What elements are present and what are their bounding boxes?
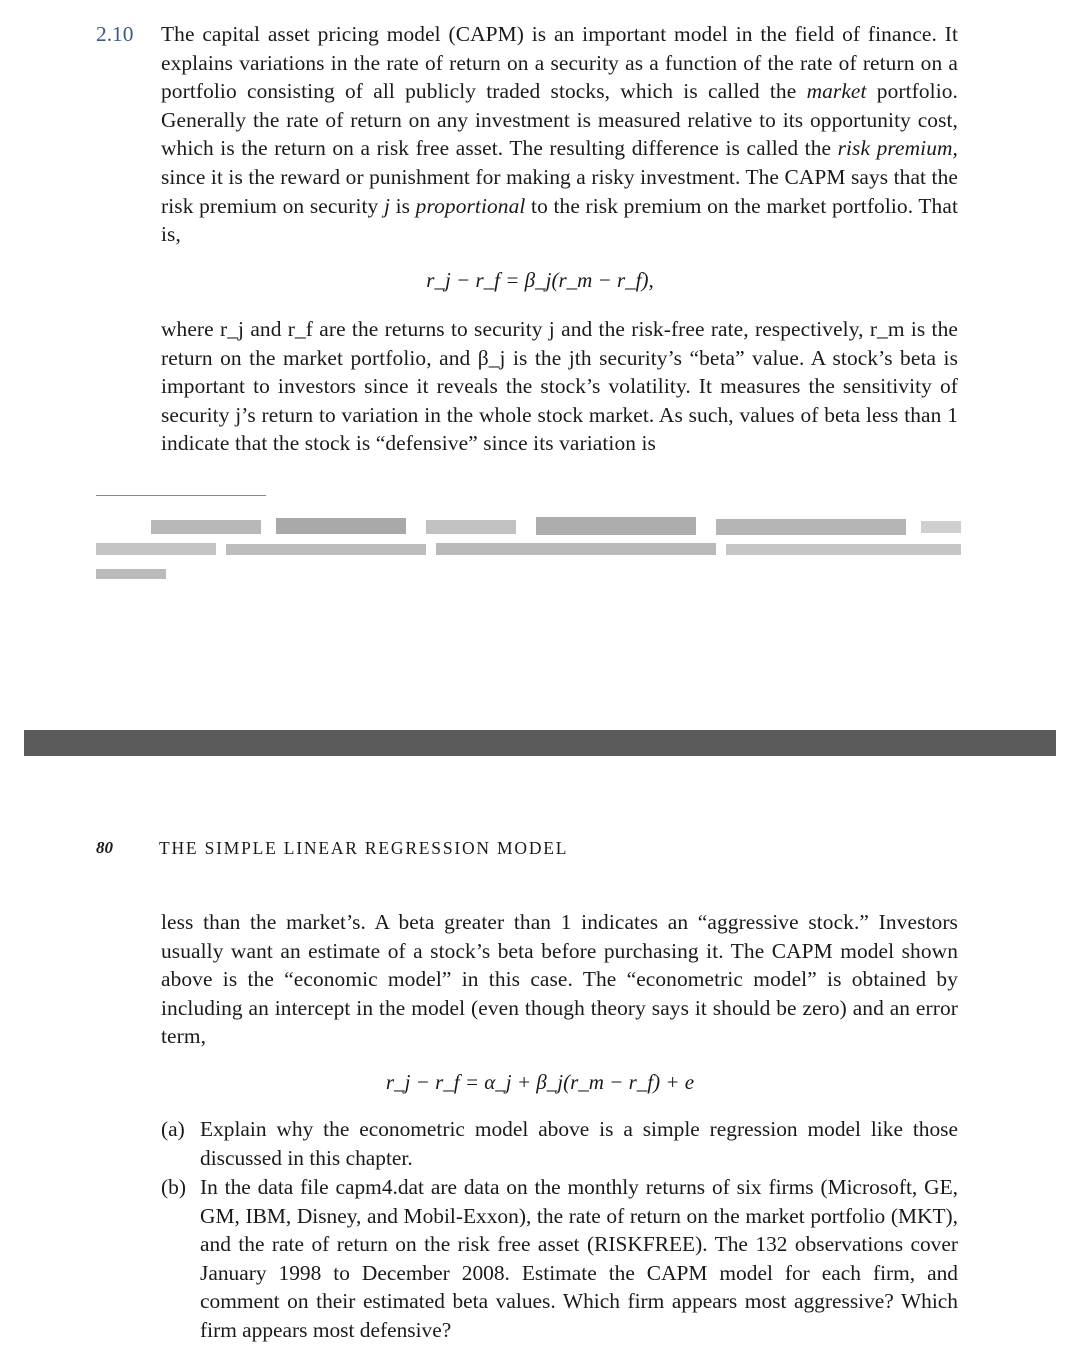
part-a <box>161 1115 958 1172</box>
footnote-rule <box>96 495 266 496</box>
part-a-label: (a) <box>161 1117 185 1141</box>
part-b-label: (b) <box>161 1175 186 1199</box>
blurred-footnote <box>96 515 966 585</box>
page-number: 80 <box>96 838 113 857</box>
problem-intro: The capital asset pricing model (CAPM) is an important model in the field of finance. It explains variations in the rate of return on a security as a function of the rate of return on a portfolio consisting of all publicly traded stocks, which is called the market portfolio. Generally the rate of return on any investment is measured relative to its opportunity cost, which is the return on a risk free asset. The resulting difference is called the risk premium, since it is the reward or punishment for making a risky investment. The CAPM says that the risk premium on security j is proportional to the risk premium on the market portfolio. That is, <box>161 22 958 247</box>
part-b <box>161 1173 958 1345</box>
where-paragraph: where r_j and r_f are the returns to security j and the risk-free rate, respectively, r_m is the return on the market portfolio, and β_j is the jth security’s “beta” value. A stock’s beta is important to investors since it reveals the stock’s volatility. It measures the sensitivity of security j’s return to variation in the whole stock market. As such, values of beta less than 1 indicate that the stock is “defensive” since its variation is <box>161 317 958 456</box>
running-head: THE SIMPLE LINEAR REGRESSION MODEL <box>159 838 569 858</box>
part-a-text: Explain why the econometric model above is a simple regression model like those discussed in this chapter. <box>200 1117 958 1170</box>
part-b-text: In the data file capm4.dat are data on the monthly returns of six firms (Microsoft, GE, GM, IBM, Disney, and Mobil-Exxon), the rate of return on the market portfolio (MKT), and the rate of return on the risk free asset (RISKFREE). The 132 observations cover January 1998 to December 2008. Estimate the CAPM model for each firm, and comment on their estimated beta values. Which firm appears most aggressive? Which firm appears most defensive? <box>200 1175 958 1342</box>
problem-number: 2.10 <box>96 22 134 46</box>
econometric-equation: r_j − r_f = α_j + β_j(r_m − r_f) + e <box>385 1070 695 1094</box>
continuation-paragraph: less than the market’s. A beta greater than 1 indicates an “aggressive stock.” Investors usually want an estimate of a stock’s beta before purchasing it. The CAPM model shown above is the “economic model” in this case. The “econometric model” is obtained by including an intercept in the model (even though theory says it should be zero) and an error term, <box>161 910 958 1049</box>
page-break-bar <box>24 730 1056 756</box>
capm-equation: r_j − r_f = β_j(r_m − r_f), <box>426 268 654 292</box>
